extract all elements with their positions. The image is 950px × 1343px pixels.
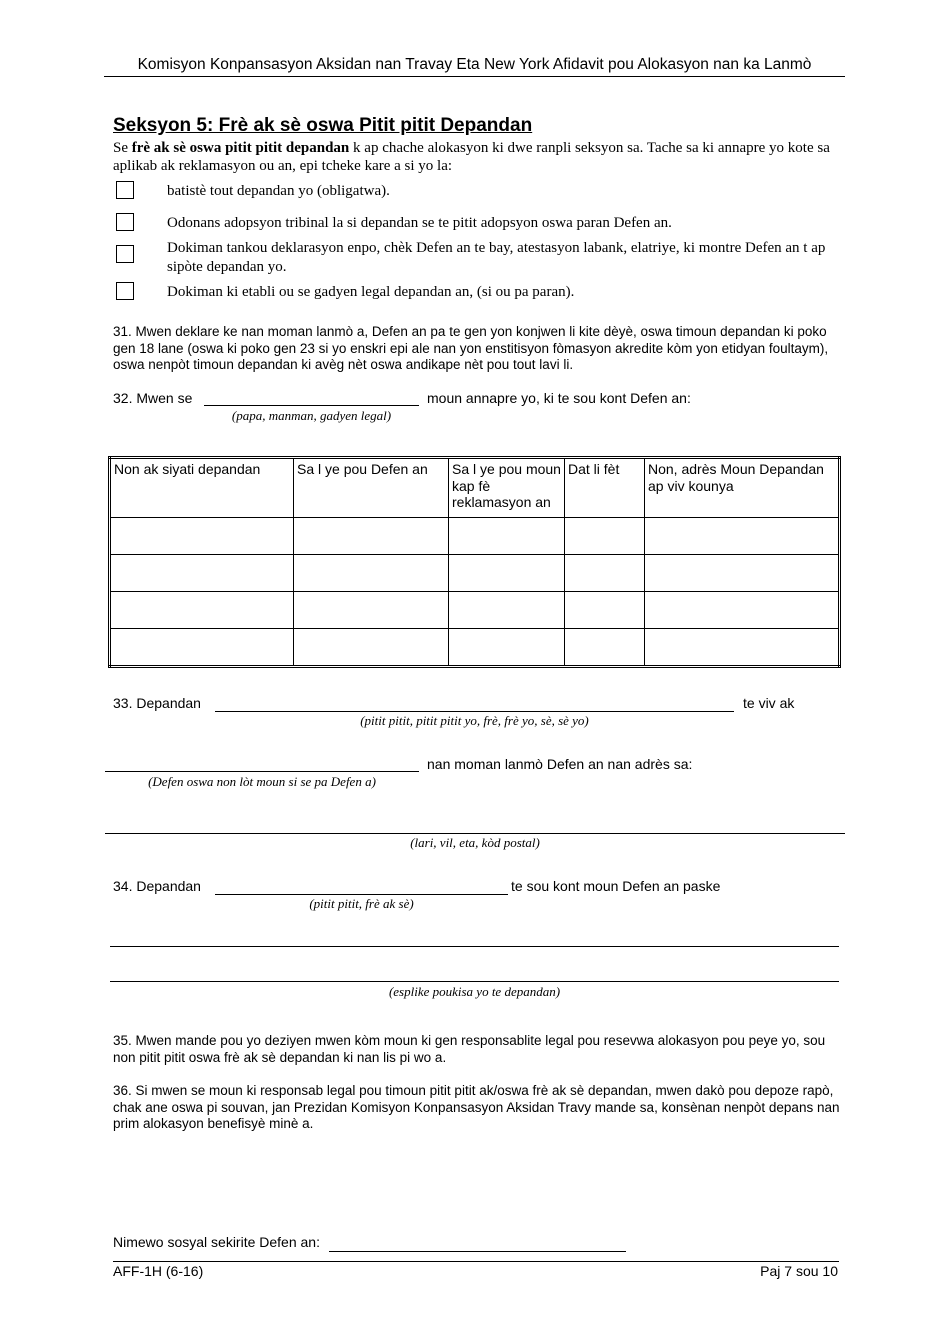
form-id: AFF-1H (6-16) [113, 1263, 204, 1279]
checklist-item-guardian-documents: Dokiman ki etabli ou se gadyen legal depandan an, (si ou pa paran). [167, 284, 575, 300]
dependents-table [108, 456, 841, 668]
table-cell[interactable] [110, 629, 294, 667]
table-header-cell: Sa l ye pou Defen an [294, 458, 449, 518]
table-row [110, 518, 840, 555]
table-header-row [110, 458, 840, 518]
q32-caption: (papa, manman, gadyen legal) [231, 408, 392, 423]
table-cell[interactable] [645, 555, 840, 592]
table-cell[interactable] [645, 518, 840, 555]
q34-caption-explanation: (esplike poukisa yo te depandan) [388, 984, 561, 999]
table-header-cell: Non, adrès Moun Depandan ap viv kounya [645, 458, 840, 518]
intro-post: k ap chache alokasyon ki dwe ranpli seksyon sa. Tache sa ki annapre yo kote sa aplikab ak reklamasyon ou an, epi tcheke kare a si yo la: [113, 140, 830, 174]
q32-after-text: moun annapre yo, ki te sou kont Defen an: [427, 390, 691, 406]
table-header-cell: Sa l ye pou moun kap fè reklamasyon an [449, 458, 565, 518]
section-title: Seksyon 5: Frè ak sè oswa Pitit pitit Depandan [113, 115, 533, 136]
q34-explanation-line-2[interactable] [110, 981, 839, 982]
checkbox-support-documents[interactable] [116, 245, 134, 263]
table-cell[interactable] [110, 592, 294, 629]
table-cell[interactable] [449, 518, 565, 555]
table-cell[interactable] [645, 629, 840, 667]
table-header-cell: Non ak siyati depandan [110, 458, 294, 518]
q34-label: 34. Depandan [113, 878, 201, 894]
question-31: 31. Mwen deklare ke nan moman lanmò a, Defen an pa te gen yon konjwen li kite dèyè, oswa timoun depandan ki poko gen 18 lane (oswa ki poko gen 23 si yo enskri epi ale nan yon enstitisyon fòmasyon akredite kòm yon etidyan foultaym), oswa nenpòt timoun depandan ki avèg nèt oswa andikape nèt pou tout lavi li. [113, 324, 829, 372]
table-cell[interactable] [110, 518, 294, 555]
table-cell[interactable] [565, 629, 645, 667]
question-36: 36. Si mwen se moun ki responsab legal pou timoun pitit pitit ak/oswa frè ak sè depandan, mwen dakò pou depoze rapò, chak ane oswa pi souvan, jan Prezidan Komisyon Konpansasyon Aksidan Travy mande sa, konsènan nenpòt depans nan prim alokasyon benefisyè minè a. [113, 1083, 840, 1131]
q34-after-text: te sou kont moun Defen an paske [511, 878, 721, 894]
q33-person-field[interactable] [105, 771, 419, 772]
page-number: Paj 7 sou 10 [760, 1263, 838, 1279]
checklist-item-support-documents: Dokiman tankou deklarasyon enpo, chèk Defen an te bay, atestasyon labank, elatriye, ki montre Defen an t ap sipòte depandan yo. [167, 240, 826, 275]
q34-dependent-type-field[interactable] [215, 894, 508, 895]
table-cell[interactable] [294, 518, 449, 555]
table-cell[interactable] [645, 592, 840, 629]
q32-label: 32. Mwen se [113, 390, 193, 406]
q33-dependents-field[interactable] [215, 711, 734, 712]
page-header: Komisyon Konpansasyon Aksidan nan Travay Eta New York Afidavit pou Alokasyon nan ka Lanmò [104, 56, 845, 77]
table-cell[interactable] [110, 555, 294, 592]
table-row [110, 592, 840, 629]
question-35: 35. Mwen mande pou yo deziyen mwen kòm moun ki gen responsablite legal pou resevwa alokasyon pou peye yo, sou non pitit pitit oswa frè ak sè depandan ki nan lis pi wo a. [113, 1033, 826, 1065]
table-cell[interactable] [565, 555, 645, 592]
ssn-field[interactable] [329, 1251, 626, 1252]
section-intro [113, 139, 843, 175]
checkbox-adoption-order[interactable] [116, 213, 134, 231]
intro-bold: frè ak sè oswa pitit pitit depandan [131, 140, 350, 156]
q33-label: 33. Depandan [113, 695, 201, 711]
q33-mid-text: nan moman lanmò Defen an nan adrès sa: [427, 756, 693, 772]
table-cell[interactable] [449, 555, 565, 592]
ssn-label: Nimewo sosyal sekirite Defen an: [113, 1234, 320, 1250]
q34-explanation-line-1[interactable] [110, 946, 839, 947]
q33-caption-person: (Defen oswa non lòt moun si se pa Defen a) [148, 774, 376, 789]
checkbox-birth-certificates[interactable] [116, 181, 134, 199]
q33-address-field[interactable] [105, 833, 845, 834]
table-cell[interactable] [565, 518, 645, 555]
table-row [110, 555, 840, 592]
footer-divider [113, 1261, 839, 1262]
table-cell[interactable] [294, 592, 449, 629]
table-cell[interactable] [294, 629, 449, 667]
table-cell[interactable] [565, 592, 645, 629]
table-cell[interactable] [294, 555, 449, 592]
table-cell[interactable] [449, 592, 565, 629]
table-header-cell: Dat li fèt [565, 458, 645, 518]
q32-relationship-field[interactable] [204, 405, 419, 406]
checkbox-guardian-documents[interactable] [116, 282, 134, 300]
checklist-item-adoption-order: Odonans adopsyon tribinal la si depandan se te pitit adopsyon oswa paran Defen an. [167, 215, 672, 231]
table-cell[interactable] [449, 629, 565, 667]
table-row [110, 629, 840, 667]
checklist-item-birth-certificates: batistè tout depandan yo (obligatwa). [167, 183, 390, 199]
q33-after-text: te viv ak [743, 695, 795, 711]
q33-caption-address: (lari, vil, eta, kòd postal) [410, 835, 540, 850]
q33-caption-dependents: (pitit pitit, pitit pitit yo, frè, frè yo, sè, sè yo) [360, 713, 589, 728]
q34-caption-type: (pitit pitit, frè ak sè) [309, 896, 414, 911]
intro-pre: Se [113, 140, 132, 156]
